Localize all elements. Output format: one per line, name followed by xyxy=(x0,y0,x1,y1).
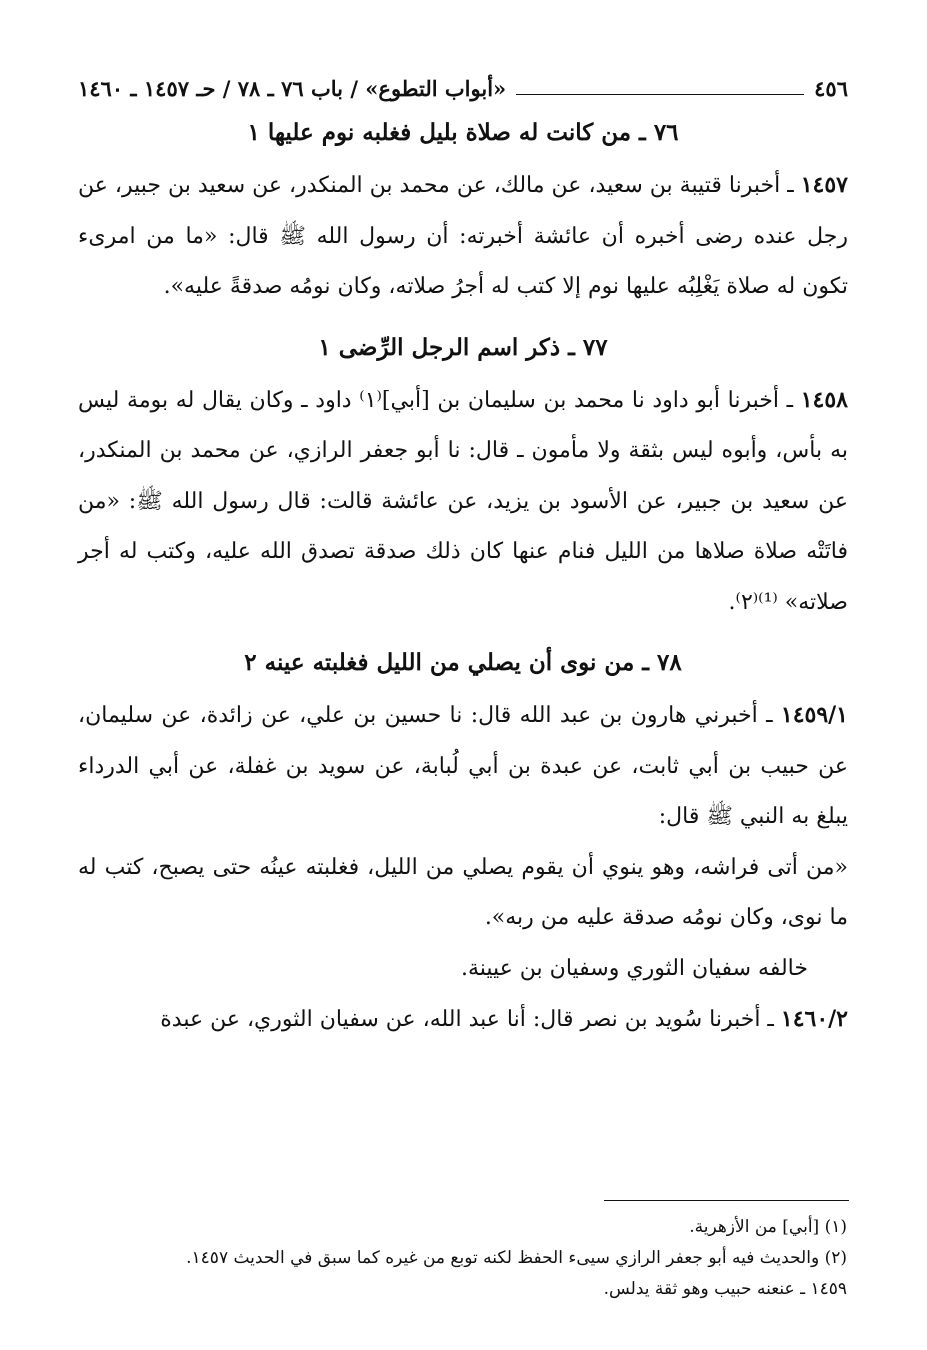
chapter-heading-76: ٧٦ ـ من كانت له صلاة بليل فغلبه نوم عليها ١ xyxy=(247,119,679,146)
variant-note xyxy=(78,944,848,995)
hadith-1457 xyxy=(78,160,848,313)
hadith-text: «من أتى فراشه، وهو ينوي أن يقوم يصلي من الليل، فغلبته عينُه حتى يصبح، كتب له ما نوى، وكان نومُه صدقة عليه من ربه». xyxy=(78,854,848,930)
header-rule xyxy=(516,94,804,95)
hadith-number: ١٤٥٧ xyxy=(800,172,848,198)
running-head xyxy=(78,70,848,106)
hadith-text: ـ أخبرنا قتيبة بن سعيد، عن مالك، عن محمد بن المنكدر، عن سعيد بن جبير، عن رجل عنده رضى أخبره أن عائشة أخبرته: أن رسول الله ﷺ قال: «ما من امرىء تكون له صلاة يَغْلِبُه عليها نوم إلا كتب له أجرُ صلاته، وكان نومُه صدقةً عليه». xyxy=(78,173,848,299)
footnote-3: ١٤٥٩ ـ عنعنه حبيب وهو ثقة يدلس. xyxy=(603,1279,847,1299)
footnotes xyxy=(79,1212,847,1305)
chapter-heading-78: ٧٨ ـ من نوى أن يصلي من الليل فغلبته عينه ٢ xyxy=(244,649,682,676)
footnote-2: (٢) والحديث فيه أبو جعفر الرازي سيىء الحفظ لكنه توبع من غيره كما سبق في الحديث ١٤٥٧. xyxy=(186,1248,847,1268)
hadith-number: ١٤٥٩/١ xyxy=(780,702,848,728)
hadith-1459 xyxy=(78,690,848,843)
page-number: ٤٥٦ xyxy=(814,75,848,101)
chapter-heading-77: ٧٧ ـ ذكر اسم الرجل الرِّضى ١ xyxy=(318,333,608,361)
hadith-number: ١٤٦٠/٢ xyxy=(780,1006,848,1032)
hadith-text: ـ أخبرني هارون بن عبد الله قال: نا حسين بن علي، عن زائدة، عن سليمان، عن حبيب بن أبي ثابت، عن عبدة بن أبي لُبابة، عن سويد بن غفلة، عن أبي الدرداء يبلغ به النبي ﷺ قال: xyxy=(78,703,848,829)
footnote-rule xyxy=(604,1200,849,1201)
hadith-text: خالفه سفيان الثوري وسفيان بن عيينة. xyxy=(460,955,808,981)
hadith-1459-matn xyxy=(78,843,848,944)
hadith-text: ـ أخبرنا أبو داود نا محمد بن سليمان بن [أبي]⁽١⁾ داود ـ وكان يقال له بومة ليس به بأس، وأبوه ليس بثقة ولا مأمون ـ قال: نا أبو جعفر الرازي، عن محمد بن المنكدر، عن سعيد بن جبير، عن الأسود بن يزيد، عن عائشة قالت: قال رسول الله ﷺ: «من فاتَتْه صلاة صلاها من الليل فنام عنها كان ذلك صدقة تصدق الله عليه، وكتب له أجر صلاته» ⁽¹⁾⁽٢⁾. xyxy=(78,387,848,615)
page-body xyxy=(78,70,848,1046)
hadith-1458 xyxy=(78,375,848,629)
hadith-text: ـ أخبرنا سُويد بن نصر قال: أنا عبد الله، عن سفيان الثوري، عن عبدة xyxy=(160,1007,781,1032)
running-title: «أبواب التطوع» / باب ٧٦ ـ ٧٨ / حـ ١٤٥٧ ـ ١٤٦٠ xyxy=(78,75,507,101)
hadith-1460 xyxy=(78,994,848,1046)
footnote-1: (١) [أبي] من الأزهرية. xyxy=(689,1217,847,1237)
hadith-number: ١٤٥٨ xyxy=(800,386,848,413)
